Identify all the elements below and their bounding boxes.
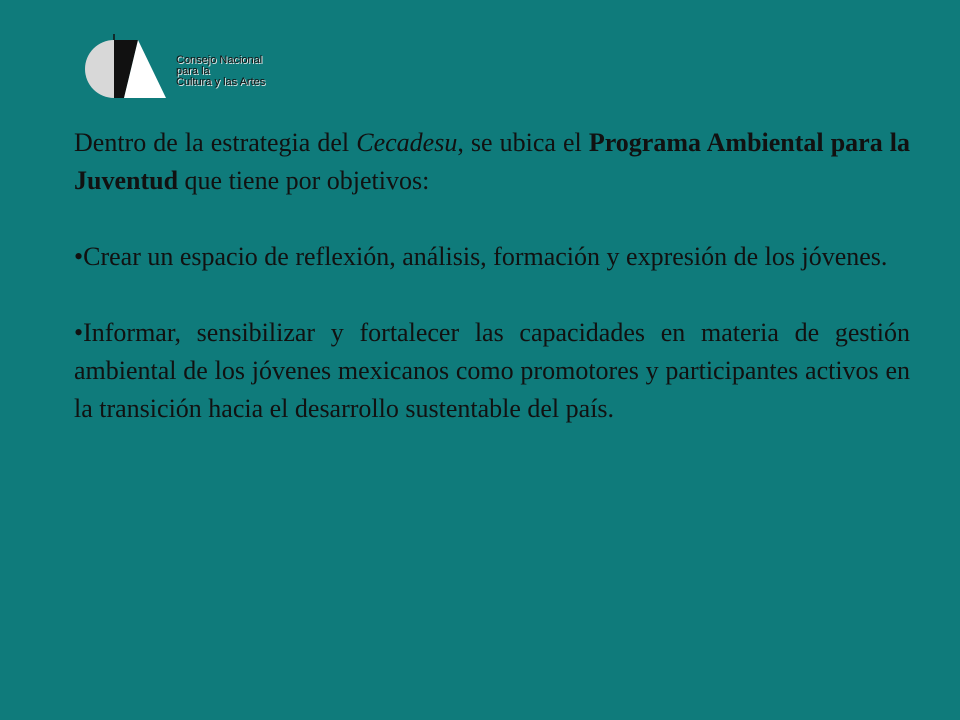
org-name-line-3: Cultura y las Artes [176,76,266,88]
bullet-icon: • [74,242,84,271]
bullet-text-1: Crear un espacio de reflexión, análisis, formación y expresión de los jóvenes. [83,242,888,271]
intro-italic-cecadesu: Cecadesu [356,128,458,157]
organization-name [176,55,265,88]
bullet-text-2: Informar, sensibilizar y fortalecer las capacidades en materia de gestión ambiental de los jóvenes mexicanos como promotores y participantes activos en la transición hacia el desarrollo sustentable del país. [74,318,910,423]
org-name-line-1: Consejo Nacional [176,54,263,66]
intro-paragraph [74,124,910,200]
slide-content [74,124,910,428]
cnca-logo-icon [80,34,170,104]
bullet-item-1 [74,238,910,276]
bullet-icon: • [74,318,84,347]
intro-text-1: Dentro de la estrategia del [74,128,357,157]
intro-text-2: , se ubica el [457,128,589,157]
intro-bold-program: Programa Ambiental para la Juventud [74,128,910,195]
intro-text-3: que tiene por objetivos: [178,166,430,195]
org-name-line-2: para la [176,65,210,77]
bullet-item-2 [74,314,910,428]
